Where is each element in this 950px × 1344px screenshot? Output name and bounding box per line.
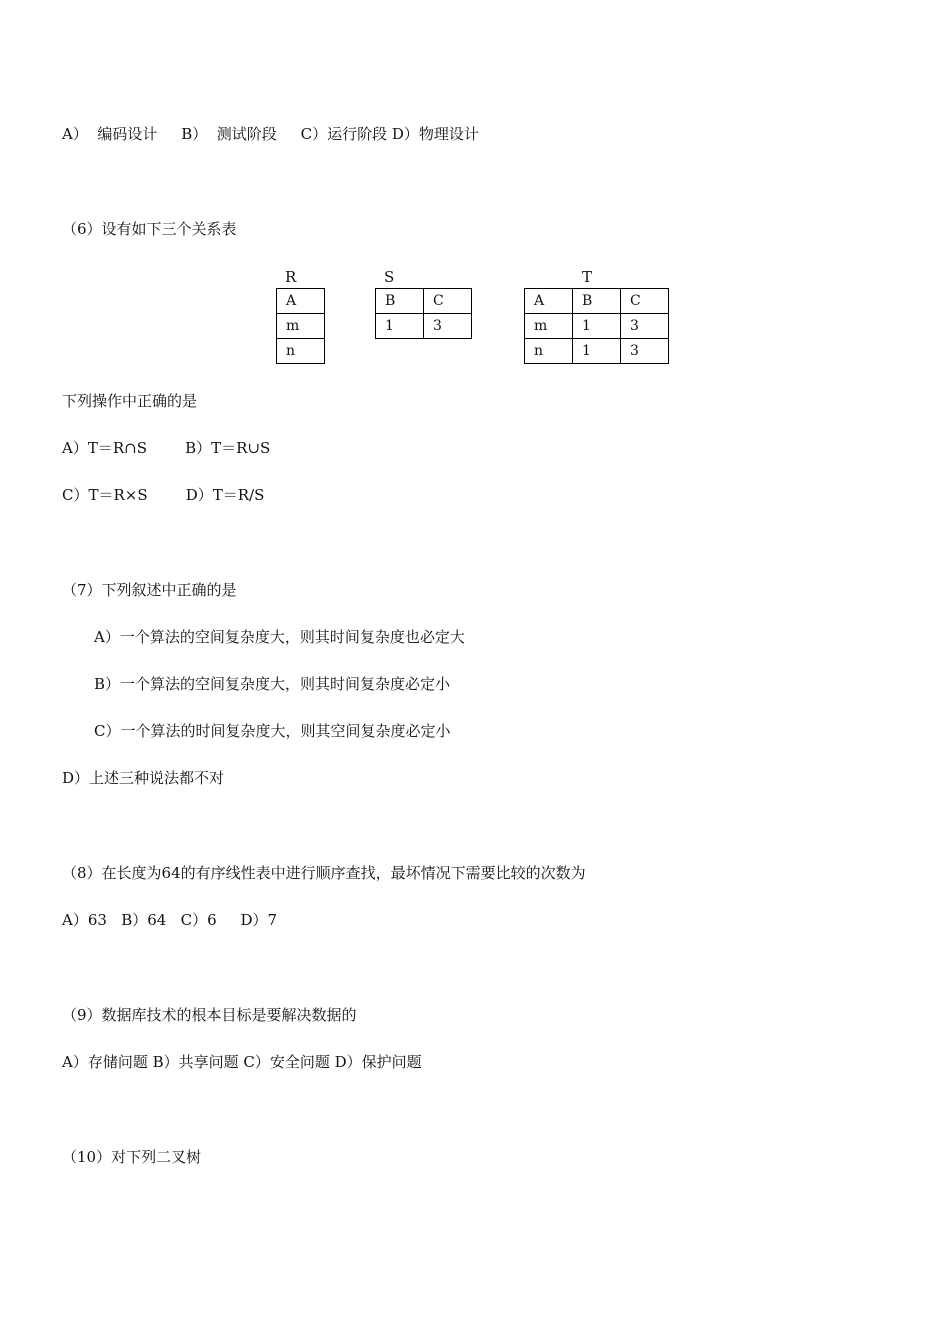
table-cell: B bbox=[376, 289, 424, 314]
table-row bbox=[277, 289, 325, 314]
q5-options: A） 编码设计 B） 测试阶段 C）运行阶段 D）物理设计 bbox=[62, 125, 479, 143]
relation-t-table bbox=[524, 288, 669, 364]
q6-options-line2: C）T＝R×S D）T＝R/S bbox=[62, 486, 265, 504]
table-cell: 1 bbox=[573, 314, 621, 339]
table-row bbox=[277, 314, 325, 339]
q7-option-b: B）一个算法的空间复杂度大，则其时间复杂度必定小 bbox=[94, 675, 451, 693]
relation-r-table bbox=[276, 288, 325, 364]
table-cell: A bbox=[525, 289, 573, 314]
table-cell: 1 bbox=[573, 339, 621, 364]
q9-options: A）存储问题 B）共享问题 C）安全问题 D）保护问题 bbox=[62, 1053, 422, 1071]
q6-question: 下列操作中正确的是 bbox=[62, 392, 198, 410]
table-row bbox=[525, 289, 669, 314]
relation-t-name: T bbox=[582, 268, 593, 286]
q8-options: A）63 B）64 C）6 D）7 bbox=[62, 911, 278, 929]
table-row bbox=[525, 314, 669, 339]
table-cell: n bbox=[525, 339, 573, 364]
q8-stem: （8）在长度为64的有序线性表中进行顺序查找，最坏情况下需要比较的次数为 bbox=[62, 864, 586, 882]
table-cell: n bbox=[277, 339, 325, 364]
relation-s-table bbox=[375, 288, 472, 339]
table-cell: 3 bbox=[424, 314, 472, 339]
table-cell: A bbox=[277, 289, 325, 314]
q7-option-d: D）上述三种说法都不对 bbox=[62, 769, 225, 787]
q7-option-a: A）一个算法的空间复杂度大，则其时间复杂度也必定大 bbox=[94, 628, 465, 646]
table-row bbox=[277, 339, 325, 364]
q7-stem: （7）下列叙述中正确的是 bbox=[62, 581, 237, 599]
table-row bbox=[525, 339, 669, 364]
table-cell: m bbox=[525, 314, 573, 339]
table-cell: 3 bbox=[621, 339, 669, 364]
table-cell: 3 bbox=[621, 314, 669, 339]
table-cell: C bbox=[424, 289, 472, 314]
table-cell: m bbox=[277, 314, 325, 339]
table-cell: B bbox=[573, 289, 621, 314]
table-row bbox=[376, 314, 472, 339]
q6-stem: （6）设有如下三个关系表 bbox=[62, 220, 237, 238]
relation-r-name: R bbox=[285, 268, 297, 286]
q10-stem: （10）对下列二叉树 bbox=[62, 1148, 202, 1166]
table-row bbox=[376, 289, 472, 314]
q7-option-c: C）一个算法的时间复杂度大，则其空间复杂度必定小 bbox=[94, 722, 451, 740]
q6-options-line1: A）T＝R∩S B）T＝R∪S bbox=[62, 439, 271, 457]
table-cell: 1 bbox=[376, 314, 424, 339]
q9-stem: （9）数据库技术的根本目标是要解决数据的 bbox=[62, 1006, 357, 1024]
table-cell: C bbox=[621, 289, 669, 314]
relation-s-name: S bbox=[384, 268, 395, 286]
